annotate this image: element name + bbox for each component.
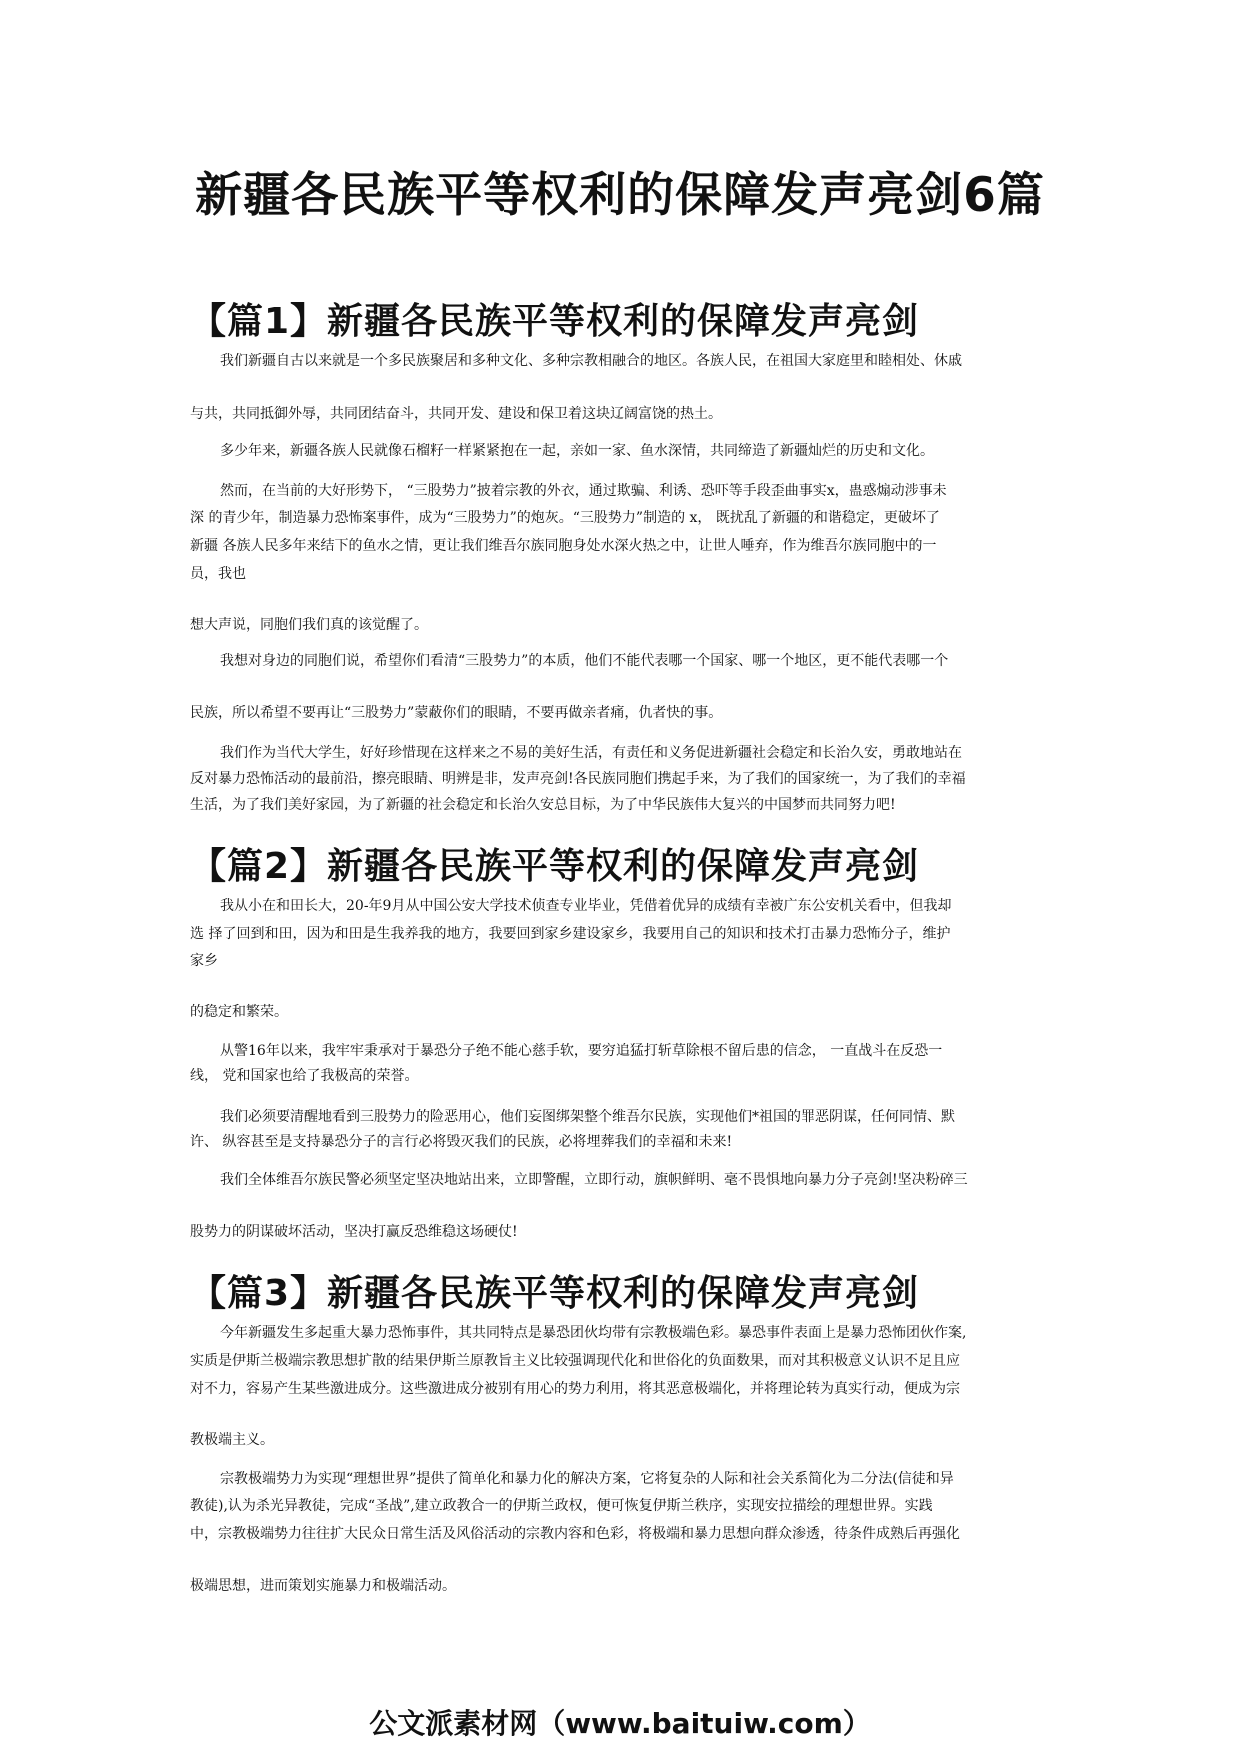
paragraph-line: 我从小在和田长大，20-年9月从中国公安大学技术侦查专业毕业，凭借着优异的成绩有幸被广东公安机关看中，但我却: [220, 898, 952, 914]
paragraph-line: 我想对身边的同胞们说，希望你们看清“三股势力”的本质，他们不能代表哪一个国家、哪一个地区，更不能代表哪一个: [220, 653, 949, 669]
paragraph-line: 教徒),认为杀光异教徒，完成“圣战”,建立政教合一的伊斯兰政权，便可恢复伊斯兰秩序，实现安拉描绘的理想世界。实践: [190, 1498, 933, 1514]
paragraph-line: 线， 党和国家也给了我极高的荣誉。: [190, 1068, 419, 1084]
paragraph-line: 民族，所以希望不要再让“三股势力”蒙蔽你们的眼睛，不要再做亲者痛，仇者快的事。: [190, 705, 723, 721]
paragraph-line: 极端思想，进而策划实施暴力和极端活动。: [190, 1578, 456, 1594]
paragraph-line: 宗教极端势力为实现“理想世界”提供了简单化和暴力化的解决方案，它将复杂的人际和社会关系简化为二分法(信徒和异: [220, 1471, 954, 1487]
paragraph-line: 然而，在当前的大好形势下， “三股势力”披着宗教的外衣，通过欺骗、利诱、恐吓等手段歪曲事实x，蛊惑煽动涉事未: [220, 483, 947, 499]
paragraph-line: 员，我也: [190, 566, 246, 582]
paragraph-line: 从警16年以来，我牢牢秉承对于暴恐分子绝不能心慈手软，要穷追猛打斩草除根不留后患的信念， 一直战斗在反恐一: [220, 1043, 943, 1059]
paragraph-line: 家乡: [190, 953, 218, 969]
section-heading-1: 【篇1】新疆各民族平等权利的保障发声亮剑: [190, 301, 920, 342]
paragraph-line: 今年新疆发生多起重大暴力恐怖事件，其共同特点是暴恐团伙均带有宗教极端色彩。暴恐事件表面上是暴力恐怖团伙作案,: [220, 1325, 967, 1341]
document-title: 新疆各民族平等权利的保障发声亮剑6篇: [195, 168, 1045, 223]
paragraph-line: 与共，共同抵御外辱，共同团结奋斗，共同开发、建设和保卫着这块辽阔富饶的热土。: [190, 406, 722, 422]
paragraph-line: 许、 纵容甚至是支持暴恐分子的言行必将毁灭我们的民族，必将埋葬我们的幸福和未来!: [190, 1134, 733, 1150]
paragraph-line: 我们必须要清醒地看到三股势力的险恶用心，他们妄图绑架整个维吾尔民族，实现他们*祖国的罪恶阴谋，任何同情、默: [220, 1109, 955, 1125]
paragraph-line: 想大声说，同胞们我们真的该觉醒了。: [190, 617, 428, 633]
paragraph-line: 选 择了回到和田，因为和田是生我养我的地方，我要回到家乡建设家乡，我要用自己的知识和技术打击暴力恐怖分子，维护: [190, 926, 951, 942]
paragraph-line: 对不力，容易产生某些激进成分。这些激进成分被别有用心的势力利用，将其恶意极端化，并将理论转为真实行动，便成为宗: [190, 1381, 960, 1397]
section-heading-3: 【篇3】新疆各民族平等权利的保障发声亮剑: [190, 1273, 920, 1314]
section-heading-2: 【篇2】新疆各民族平等权利的保障发声亮剑: [190, 846, 920, 887]
paragraph-line: 的稳定和繁荣。: [190, 1004, 288, 1020]
paragraph-line: 深 的青少年，制造暴力恐怖案事件，成为“三股势力”的炮灰。“三股势力”制造的 x， 既扰乱了新疆的和谐稳定，更破坏了: [190, 510, 940, 526]
paragraph-line: 我们全体维吾尔族民警必须坚定坚决地站出来，立即警醒，立即行动，旗帜鲜明、毫不畏惧地向暴力分子亮剑!坚决粉碎三: [220, 1172, 968, 1188]
paragraph-line: 教极端主义。: [190, 1432, 274, 1448]
paragraph-line: 新疆 各族人民多年来结下的鱼水之情，更让我们维吾尔族同胞身处水深火热之中，让世人唾弃，作为维吾尔族同胞中的一: [190, 538, 937, 554]
paragraph-line: 多少年来，新疆各族人民就像石榴籽一样紧紧抱在一起，亲如一家、鱼水深情，共同缔造了新疆灿烂的历史和文化。: [220, 443, 934, 459]
paragraph-line: 反对暴力恐怖活动的最前沿，擦亮眼睛、明辨是非，发声亮剑!各民族同胞们携起手来，为了我们的国家统一，为了我们的幸福: [190, 771, 966, 787]
paragraph-line: 我们作为当代大学生，好好珍惜现在这样来之不易的美好生活，有责任和义务促进新疆社会稳定和长治久安，勇敢地站在: [220, 745, 962, 761]
footer-source: 公文派素材网（www.baituiw.com）: [369, 1707, 871, 1740]
paragraph-line: 生活，为了我们美好家园，为了新疆的社会稳定和长治久安总目标，为了中华民族伟大复兴的中国梦而共同努力吧!: [190, 797, 896, 813]
paragraph-line: 我们新疆自古以来就是一个多民族聚居和多种文化、多种宗教相融合的地区。各族人民，在祖国大家庭里和睦相处、休戚: [220, 353, 962, 369]
paragraph-line: 实质是伊斯兰极端宗教思想扩散的结果伊斯兰原教旨主义比较强调现代化和世俗化的负面数果，而对其积极意义认识不足且应: [190, 1353, 960, 1369]
paragraph-line: 股势力的阴谋破坏活动，坚决打赢反恐维稳这场硬仗!: [190, 1224, 518, 1240]
paragraph-line: 中，宗教极端势力往往扩大民众日常生活及风俗活动的宗教内容和色彩，将极端和暴力思想向群众渗透，待条件成熟后再强化: [190, 1526, 960, 1542]
